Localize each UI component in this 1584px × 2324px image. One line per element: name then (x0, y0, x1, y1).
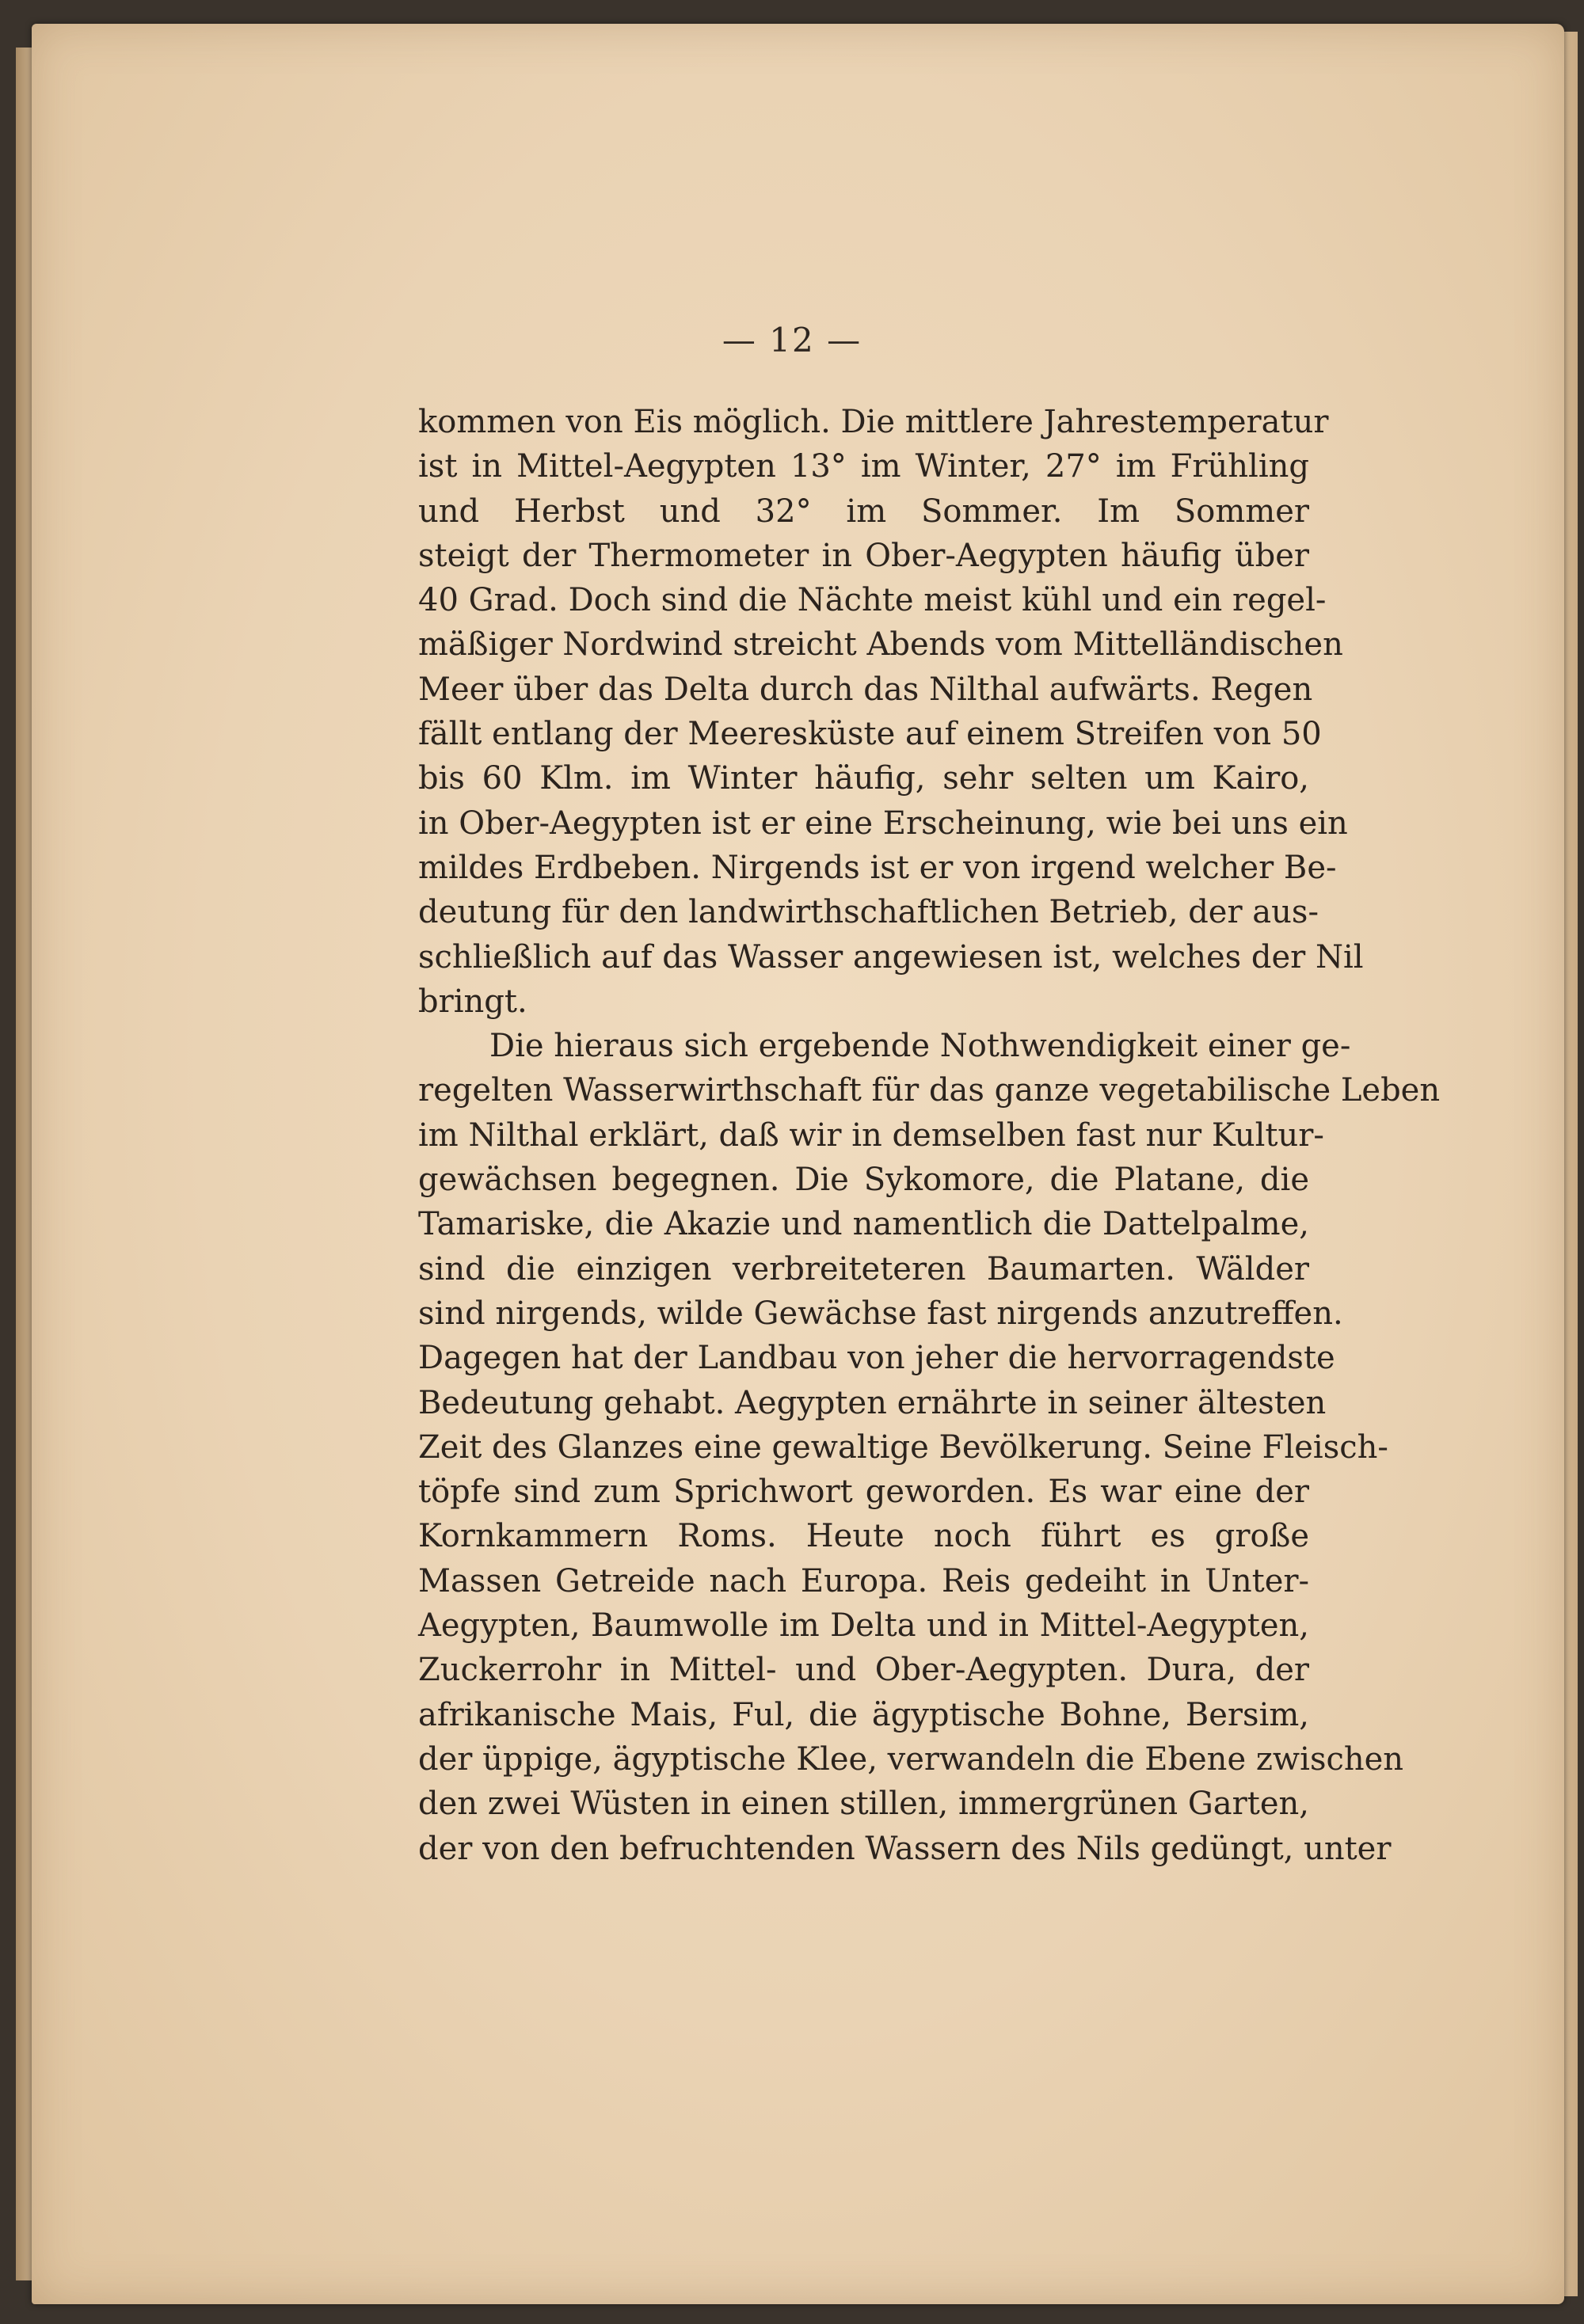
text-line: schließlich auf das Wasser angewiesen ist, welches der Nil (418, 938, 1364, 976)
text-line: im Nilthal erklärt, daß wir in demselben fast nur Kultur- (418, 1116, 1324, 1154)
text-line: und Herbst und 32° im Sommer. Im Sommer (418, 493, 1309, 530)
text-line: afrikanische Mais, Ful, die ägyptische Bohne, Bersim, (418, 1696, 1309, 1733)
text-line: sind nirgends, wilde Gewächse fast nirgends anzutreffen. (418, 1295, 1343, 1332)
text-line: Meer über das Delta durch das Nilthal aufwärts. Regen (418, 671, 1313, 708)
text-line: bringt. (418, 983, 527, 1020)
text-line: Aegypten, Baumwolle im Delta und in Mittel-Aegypten, (418, 1607, 1309, 1645)
text-line: Die hieraus sich ergebende Nothwendigkeit einer ge- (489, 1028, 1351, 1065)
text-line: mäßiger Nordwind streicht Abends vom Mittelländischen (418, 626, 1343, 664)
text-line: regelten Wasserwirthschaft für das ganze vegetabilische Leben (418, 1072, 1441, 1109)
text-line: 40 Grad. Doch sind die Nächte meist kühl und ein regel- (418, 582, 1327, 619)
text-line: Tamariske, die Akazie und namentlich die Dattelpalme, (418, 1206, 1309, 1243)
text-line: töpfe sind zum Sprichwort geworden. Es war eine der (418, 1474, 1309, 1511)
text-line: in Ober-Aegypten ist er eine Erscheinung, wie bei uns ein (418, 804, 1348, 842)
text-line: der von den befruchtenden Wassern des Nils gedüngt, unter (418, 1830, 1392, 1867)
text-line: bis 60 Klm. im Winter häufig, sehr selten um Kairo, (418, 760, 1309, 797)
text-line: Zeit des Glanzes eine gewaltige Bevölkerung. Seine Fleisch- (418, 1428, 1388, 1466)
text-line: mildes Erdbeben. Nirgends ist er von irgend welcher Be- (418, 849, 1337, 886)
text-line: Zuckerrohr in Mittel- und Ober-Aegypten. Dura, der (418, 1652, 1309, 1689)
body-text (418, 400, 1441, 1871)
page-number: — 12 — (722, 321, 862, 359)
text-line: Massen Getreide nach Europa. Reis gedeiht in Unter- (418, 1562, 1309, 1599)
text-line: deutung für den landwirthschaftlichen Betrieb, der aus- (418, 894, 1319, 931)
text-line: gewächsen begegnen. Die Sykomore, die Platane, die (418, 1162, 1309, 1199)
text-line: der üppige, ägyptische Klee, verwandeln die Ebene zwischen (418, 1740, 1404, 1778)
text-line: Bedeutung gehabt. Aegypten ernährte in seiner ältesten (418, 1384, 1327, 1421)
text-line: kommen von Eis möglich. Die mittlere Jahrestemperatur (418, 404, 1329, 440)
text-line: steigt der Thermometer in Ober-Aegypten häufig über (418, 537, 1309, 574)
text-line: den zwei Wüsten in einen stillen, immergrünen Garten, (418, 1786, 1309, 1823)
text-line: Kornkammern Roms. Heute noch führt es große (418, 1518, 1309, 1555)
text-line: fällt entlang der Meeresküste auf einem Streifen von 50 (418, 716, 1322, 753)
text-line: sind die einzigen verbreiteteren Baumarten. Wälder (418, 1250, 1309, 1288)
text-line: ist in Mittel-Aegypten 13° im Winter, 27° im Frühling (418, 448, 1309, 485)
text-line: Dagegen hat der Landbau von jeher die hervorragendste (418, 1340, 1335, 1377)
